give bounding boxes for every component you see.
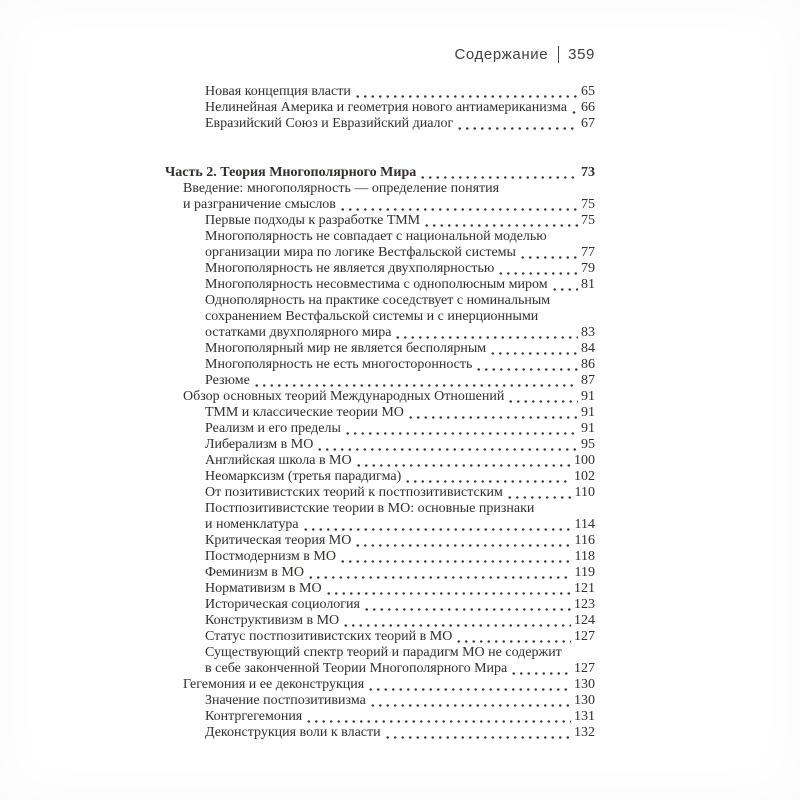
toc-entry-page-number: 75: [581, 197, 595, 212]
toc-entry-title: Резюме: [205, 373, 250, 388]
toc-entry-title: Введение: многополярность — определение понятия: [183, 181, 500, 196]
running-header: [455, 46, 596, 63]
toc-entry-title: Существующий спектр теорий и парадигм МО не содержит: [205, 645, 562, 660]
toc-entry-page-number: 95: [581, 437, 595, 452]
toc-entry-title: Многополярность несовместима с однополюсным миром: [205, 277, 548, 292]
toc-entry-page-number: 116: [574, 533, 595, 548]
toc-entry-title: в себе законченной Теории Многополярного Мира: [205, 661, 508, 676]
toc-entry-title: Реализм и его пределы: [205, 421, 341, 436]
toc-entry: [165, 677, 595, 693]
toc-entry-title: остатками двухполярного мира: [205, 325, 392, 340]
toc-entry-page-number: 121: [574, 581, 595, 596]
header-divider: [558, 46, 559, 63]
dot-leader: [404, 469, 571, 485]
toc-entry-title: Английская школа в МО: [205, 453, 352, 468]
toc-entry: [165, 453, 595, 469]
dot-leader: [489, 341, 578, 357]
toc-entry-page-number: 81: [581, 277, 595, 292]
toc-entry-page-number: 86: [581, 357, 595, 372]
toc-entry-title: От позитивистских теорий к постпозитивистским: [205, 485, 503, 500]
toc-entry-page-number: 91: [581, 421, 595, 436]
toc-entry-title: Многополярность не совпадает с национальной моделью: [205, 229, 547, 244]
toc-entry: [165, 613, 595, 629]
toc-entry-page-number: 66: [581, 100, 595, 115]
toc-entry-title: Часть 2. Теория Многополярного Мира: [165, 165, 417, 180]
toc-entry-page-number: 77: [581, 245, 595, 260]
toc-entry-title: Конструктивизм в МО: [205, 613, 340, 628]
toc-entry-title: и номенклатура: [205, 517, 299, 532]
toc-entry: [165, 517, 595, 533]
dot-leader: [407, 405, 578, 421]
toc-entry-title: Значение постпозитивизма: [205, 693, 366, 708]
toc-entry: [165, 645, 595, 661]
toc-entry: [165, 373, 595, 389]
toc-entry-title: Либерализм в МО: [205, 437, 314, 452]
toc-entry-title: Обзор основных теорий Международных Отношений: [183, 389, 505, 404]
toc-entry-title: Многополярность не является двухполярностью: [205, 261, 495, 276]
toc-entry-title: Статус постпозитивистских теорий в МО: [205, 629, 453, 644]
toc-entry-page-number: 130: [574, 677, 595, 692]
toc-entry: [165, 709, 595, 725]
toc-entry: [165, 437, 595, 453]
dot-leader: [519, 245, 578, 261]
toc-entry: [165, 693, 595, 709]
toc-entry-page-number: 118: [574, 549, 595, 564]
toc-entry: [165, 597, 595, 613]
toc-entry-page-number: 65: [581, 84, 595, 99]
toc-entry-title: Нелинейная Америка и геометрия нового антиамериканизма: [205, 100, 568, 115]
table-of-contents: [165, 84, 595, 741]
toc-entry-title: Многополярный мир не является бесполярным: [205, 341, 487, 356]
dot-leader: [455, 629, 571, 645]
toc-entry-page-number: 83: [581, 325, 595, 340]
toc-entry: [165, 549, 595, 565]
dot-leader: [339, 549, 572, 565]
toc-entry-title: ТММ и классические теории МО: [205, 405, 404, 420]
toc-entry: [165, 629, 595, 645]
dot-leader: [456, 116, 578, 132]
toc-entry-page-number: 119: [574, 565, 595, 580]
toc-entry-page-number: 124: [574, 613, 595, 628]
toc-entry: [165, 469, 595, 485]
dot-leader: [354, 533, 571, 549]
toc-entry-page-number: 127: [574, 661, 595, 676]
toc-entry-title: Критическая теория МО: [205, 533, 352, 548]
toc-entry-page-number: 87: [581, 373, 595, 388]
toc-entry-page-number: 127: [574, 629, 595, 644]
toc-entry-page-number: 91: [581, 389, 595, 404]
dot-leader: [355, 453, 571, 469]
toc-entry-title: Многополярность не есть многосторонность: [205, 357, 473, 372]
toc-entry-title: Первые подходы к разработке ТММ: [205, 213, 421, 228]
toc-entry-title: Постпозитивистские теории в МО: основные признаки: [205, 501, 535, 516]
toc-entry: [165, 325, 595, 341]
running-header-page-number: 359: [568, 46, 595, 63]
toc-entry-page-number: 132: [574, 725, 595, 740]
toc-entry-title: Новая концепция власти: [205, 84, 351, 99]
toc-entry-title: организации мира по логике Вестфальской системы: [205, 245, 516, 260]
toc-entry: [165, 245, 595, 261]
toc-entry: [165, 197, 595, 213]
dot-leader: [510, 661, 571, 677]
dot-leader: [342, 613, 571, 629]
dot-leader: [507, 389, 578, 405]
toc-entry: [165, 357, 595, 373]
dot-leader: [367, 677, 571, 693]
toc-section: [165, 165, 595, 741]
toc-section: [165, 84, 595, 132]
toc-entry: [165, 581, 595, 597]
toc-entry-page-number: 100: [574, 453, 595, 468]
toc-entry-page-number: 79: [581, 261, 595, 276]
toc-entry: [165, 116, 595, 132]
toc-entry-title: и разграничение смыслов: [183, 197, 336, 212]
toc-entry-title: Феминизм в МО: [205, 565, 304, 580]
dot-leader: [354, 84, 578, 100]
dot-leader: [325, 581, 571, 597]
dot-leader: [339, 197, 578, 213]
toc-entry-page-number: 130: [574, 693, 595, 708]
toc-entry-page-number: 102: [574, 469, 595, 484]
dot-leader: [419, 165, 578, 181]
toc-entry-title: Историческая социология: [205, 597, 360, 612]
dot-leader: [302, 517, 572, 533]
toc-entry: [165, 341, 595, 357]
dot-leader: [506, 485, 572, 501]
toc-entry: [165, 213, 595, 229]
toc-entry: [165, 84, 595, 100]
toc-entry-title: Неомарксизм (третья парадигма): [205, 469, 402, 484]
toc-entry-title: Однополярность на практике соседствует с номинальным: [205, 293, 551, 308]
dot-leader: [384, 725, 571, 741]
toc-entry: [165, 181, 595, 197]
dot-leader: [344, 421, 578, 437]
toc-entry-page-number: 73: [581, 165, 595, 180]
toc-entry: [165, 165, 595, 181]
toc-entry: [165, 533, 595, 549]
toc-entry: [165, 261, 595, 277]
toc-entry-page-number: 123: [574, 597, 595, 612]
toc-entry: [165, 100, 595, 116]
dot-leader: [253, 373, 578, 389]
toc-entry: [165, 501, 595, 517]
toc-entry-page-number: 114: [574, 517, 595, 532]
toc-entry-title: Контргегемония: [205, 709, 303, 724]
toc-entry: [165, 389, 595, 405]
toc-entry: [165, 485, 595, 501]
dot-leader: [363, 597, 571, 613]
dot-leader: [551, 277, 578, 293]
dot-leader: [394, 325, 578, 341]
dot-leader: [497, 261, 578, 277]
toc-entry-page-number: 75: [581, 213, 595, 228]
toc-entry-title: сохранением Вестфальской системы и с инерционными: [205, 309, 539, 324]
toc-entry-page-number: 67: [581, 116, 595, 131]
toc-entry-page-number: 84: [581, 341, 595, 356]
toc-entry-title: Нормативизм в МО: [205, 581, 322, 596]
toc-entry-page-number: 110: [574, 485, 595, 500]
toc-entry: [165, 565, 595, 581]
toc-entry: [165, 277, 595, 293]
toc-entry: [165, 725, 595, 741]
dot-leader: [570, 100, 578, 116]
toc-entry: [165, 661, 595, 677]
toc-entry-title: Гегемония и ее деконструкция: [183, 677, 365, 692]
toc-entry-title: Деконструкция воли к власти: [205, 725, 381, 740]
toc-entry: [165, 293, 595, 309]
dot-leader: [475, 357, 578, 373]
toc-entry: [165, 421, 595, 437]
dot-leader: [307, 565, 572, 581]
dot-leader: [305, 709, 571, 725]
toc-entry: [165, 229, 595, 245]
running-header-title: Содержание: [454, 46, 549, 63]
toc-entry-title: Постмодернизм в МО: [205, 549, 336, 564]
toc-entry-page-number: 91: [581, 405, 595, 420]
dot-leader: [423, 213, 578, 229]
toc-entry-title: Евразийский Союз и Евразийский диалог: [205, 116, 454, 131]
toc-entry: [165, 405, 595, 421]
toc-entry-page-number: 131: [574, 709, 595, 724]
dot-leader: [316, 437, 578, 453]
toc-entry: [165, 309, 595, 325]
dot-leader: [369, 693, 571, 709]
